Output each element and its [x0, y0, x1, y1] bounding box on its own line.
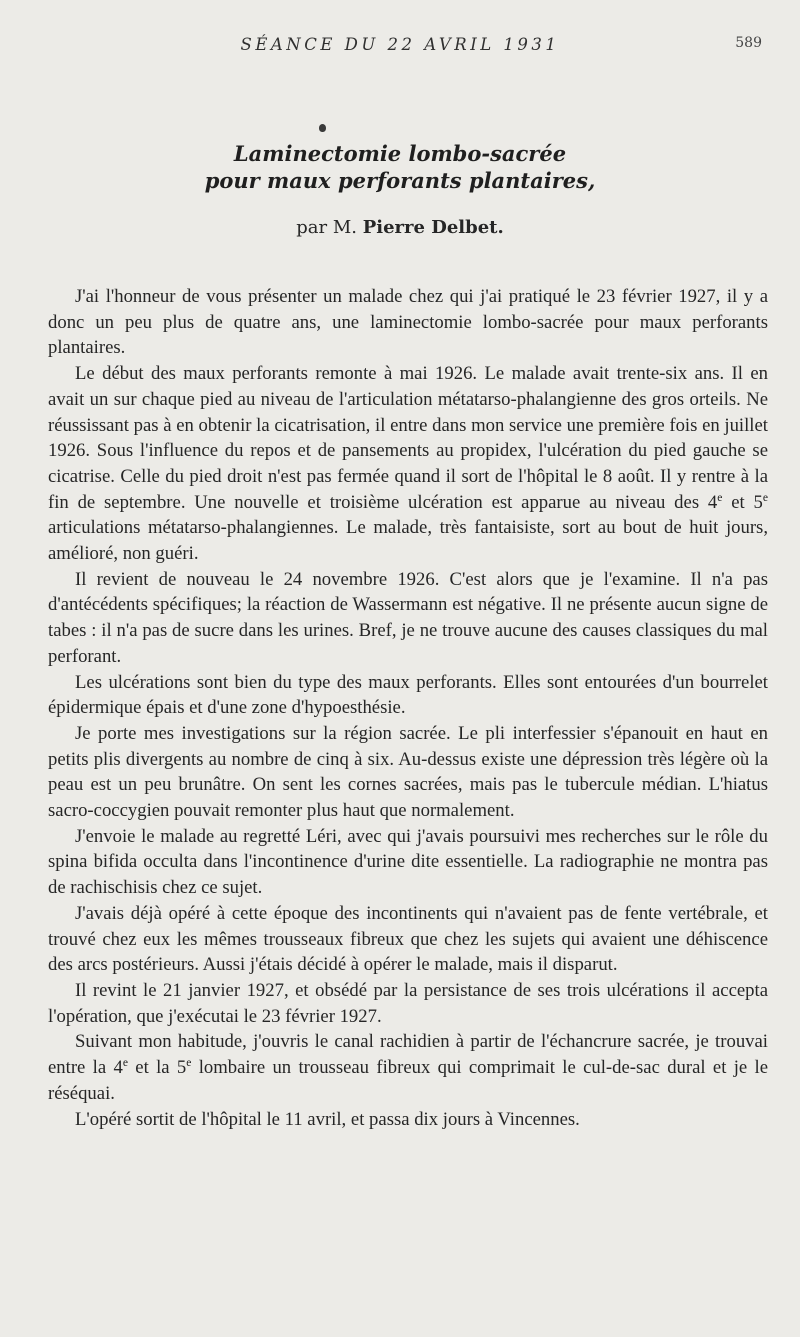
paragraph: J'envoie le malade au regretté Léri, avec qui j'avais poursuivi mes recherches sur le rôle du spina bifida occulta dans l'incontinence d'urine dite essentielle. La radiographie ne montra pas de rachischisis chez ce sujet.: [48, 825, 768, 899]
title-line-2: pour maux perforants plantaires,: [204, 168, 596, 193]
byline-prefix: par M.: [296, 217, 357, 238]
paragraph: L'opéré sortit de l'hôpital le 11 avril, et passa dix jours à Vincennes.: [75, 1108, 580, 1130]
article-title: [0, 140, 800, 194]
page-number: 589: [735, 35, 762, 51]
running-head: SÉANCE DU 22 AVRIL 1931: [240, 35, 560, 54]
paragraph: Le début des maux perforants remonte à mai 1926. Le malade avait trente-six ans. Il en avait un sur chaque pied au niveau de l'articulation métatarso-phalangienne des gros orteils. Ne réussissant pas à en obtenir la cicatrisation, il entre dans mon service une première fois en juillet 1926. Sous l'influence du repos et de pansements au propidex, l'ulcération du pied gauche se cicatrise. Celle du pied droit n'est pas fermée quand il sort de l'hôpital le 8 août. Il y rentre à la fin de septembre. Une nouvelle et troisième ulcération est apparue au niveau des 4e et 5e articulations métatarso-phalangiennes. Le malade, très fantaisiste, sort au bout de huit jours, amélioré, non guéri.: [48, 363, 768, 565]
paragraph: J'ai l'honneur de vous présenter un malade chez qui j'ai pratiqué le 23 février 1927, il y a donc un peu plus de quatre ans, une laminectomie lombo-sacrée pour maux perforants plantaires.: [48, 286, 768, 359]
running-header: [0, 35, 800, 63]
paragraph: Il revient de nouveau le 24 novembre 1926. C'est alors que je l'examine. Il n'a pas d'antécédents spécifiques; la réaction de Wassermann est négative. Il ne présente aucun signe de tabes : il n'a pas de sucre dans les urines. Bref, je ne trouve aucune des causes classiques du mal perforant.: [48, 568, 768, 667]
paragraph: J'avais déjà opéré à cette époque des incontinents qui n'avaient pas de fente vertébrale, et trouvé chez eux les mêmes trousseaux fibreux que chez les sujets qui avaient une déhiscence des arcs postérieurs. Aussi j'étais décidé à opérer le malade, mais il disparut.: [48, 902, 768, 976]
title-line-1: Laminectomie lombo-sacrée: [233, 141, 567, 166]
paragraph: Les ulcérations sont bien du type des maux perforants. Elles sont entourées d'un bourrelet épidermique épais et d'une zone d'hypoesthésie.: [48, 671, 768, 719]
article-body: [48, 284, 768, 1132]
byline: [0, 217, 800, 238]
author-name: Pierre Delbet.: [362, 217, 504, 238]
paragraph: Suivant mon habitude, j'ouvris le canal rachidien à partir de l'échancrure sacrée, je trouvai entre la 4e et la 5e lombaire un trousseau fibreux qui comprimait le cul-de-sac dural et je le réséquai.: [48, 1031, 769, 1104]
paragraph: Je porte mes investigations sur la région sacrée. Le pli interfessier s'épanouit en haut en petits plis divergents au nombre de cinq à six. Au-dessus existe une dépression très légère où la peau est un peu brunâtre. On sent les cornes sacrées, mais pas le tubercule médian. L'hiatus sacro-coccygien pouvait remonter plus haut que normalement.: [48, 722, 768, 822]
ornament-mark: [319, 124, 326, 132]
paragraph: Il revint le 21 janvier 1927, et obsédé par la persistance de ses trois ulcérations il accepta l'opération, que j'exécutai le 23 février 1927.: [48, 979, 768, 1027]
